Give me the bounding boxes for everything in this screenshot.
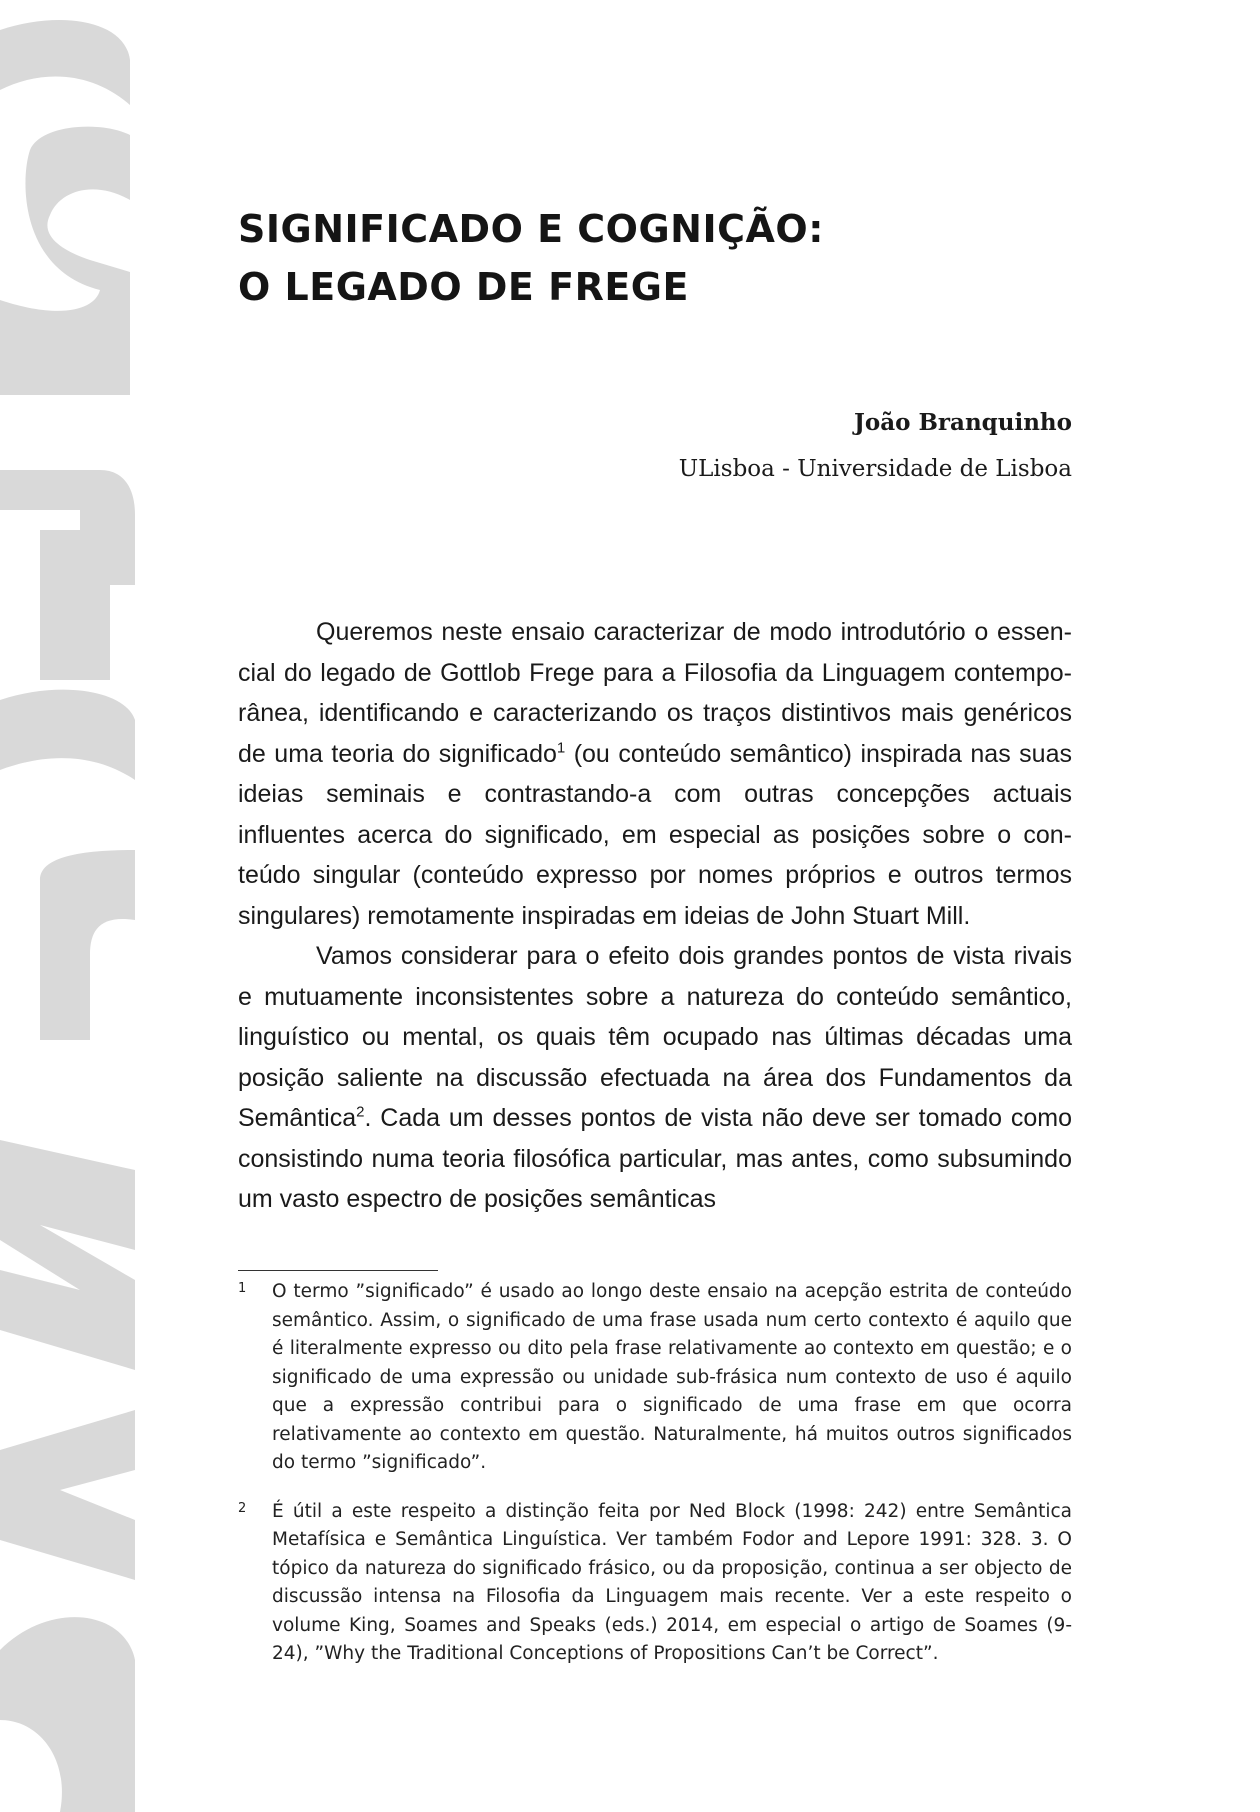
article-title	[238, 200, 1138, 316]
footnote-2	[238, 1498, 1072, 1669]
footnote-ref-2[interactable]: 2	[356, 1103, 365, 1121]
author-name: João Branquinho	[854, 409, 1072, 436]
author-block	[679, 406, 1072, 490]
paragraph-1-text-a: Queremos neste ensaio caracterizar de modo introdutório o essencial do legado de Gottlob Frege para a Filosofia da Linguagem contemporânea, identificando e caracterizando os traços distintivos mais genéricos de uma teoria do significado	[238, 618, 1072, 768]
footnote-ref-1[interactable]: 1	[556, 739, 566, 757]
decorative-letter-shapes	[0, 0, 135, 1812]
title-line-1: SIGNIFICADO E COGNIÇÃO:	[238, 207, 824, 251]
footnote-1	[238, 1278, 1072, 1478]
footnote-2-number: 2	[238, 1500, 247, 1516]
footnotes	[238, 1278, 1072, 1669]
footnote-2-text: É útil a este respeito a distinção feita por Ned Block (1998: 242) entre Semântica Metafísica e Semântica Linguística. Ver também Fodor and Lepore 1991: 328. 3. O tópico da natureza do significado frásico, ou da proposição, continua a ser objecto de discussão intensa na Filosofia da Linguagem mais recente. Ver a este respeito o volume King, Soames and Speaks (eds.) 2014, em especial o artigo de Soames (9-24), ”Why the Traditional Conceptions of Propositions Can’t be Correct”.	[272, 1500, 1072, 1664]
title-line-2: O LEGADO DE FREGE	[238, 265, 689, 309]
article-body	[238, 612, 1072, 1220]
body-paragraph-2	[238, 936, 1072, 1220]
paragraph-2-text-b: . Cada um desses pontos de vista não deve ser tomado como consistindo numa teoria filosófica particular, mas antes, como subsumindo um vasto espectro de posições semânticas	[238, 1104, 1072, 1213]
footnote-separator	[238, 1270, 438, 1271]
paragraph-2-text-a: Vamos considerar para o efeito dois grandes pontos de vista rivais e mutuamente inconsistentes sobre a natureza do conteúdo semântico, linguístico ou mental, os quais têm ocupado nas últimas décadas uma posição saliente na discussão efectuada na área dos Fundamentos da Semântica	[238, 942, 1072, 1132]
footnote-1-text: O termo ”significado” é usado ao longo deste ensaio na acepção estrita de conteúdo semântico. Assim, o significado de uma frase usada num certo contexto é aquilo que é literalmente expresso ou dito pela frase relativamente ao contexto em questão; e o significado de uma expressão ou unidade sub-frásica num contexto de uso é aquilo que a expressão contribui para o significado de uma frase em que ocorra relativamente ao contexto em questão. Naturalmente, há muitos outros significados do termo ”significado”.	[272, 1281, 1072, 1473]
body-paragraph-1	[238, 612, 1072, 936]
footnote-1-number: 1	[238, 1281, 247, 1296]
paragraph-1-text-b: (ou conteúdo semântico) inspirada nas suas ideias seminais e contrastando-a com outras concepções actuais influentes acerca do significado, em especial as posições sobre o conteúdo singular (conteúdo expresso por nomes próprios e outros termos singulares) remotamente inspiradas em ideias de John Stuart Mill.	[238, 739, 1072, 930]
margin-decoration	[0, 0, 135, 1812]
author-affiliation: ULisboa - Universidade de Lisboa	[678, 456, 1072, 482]
